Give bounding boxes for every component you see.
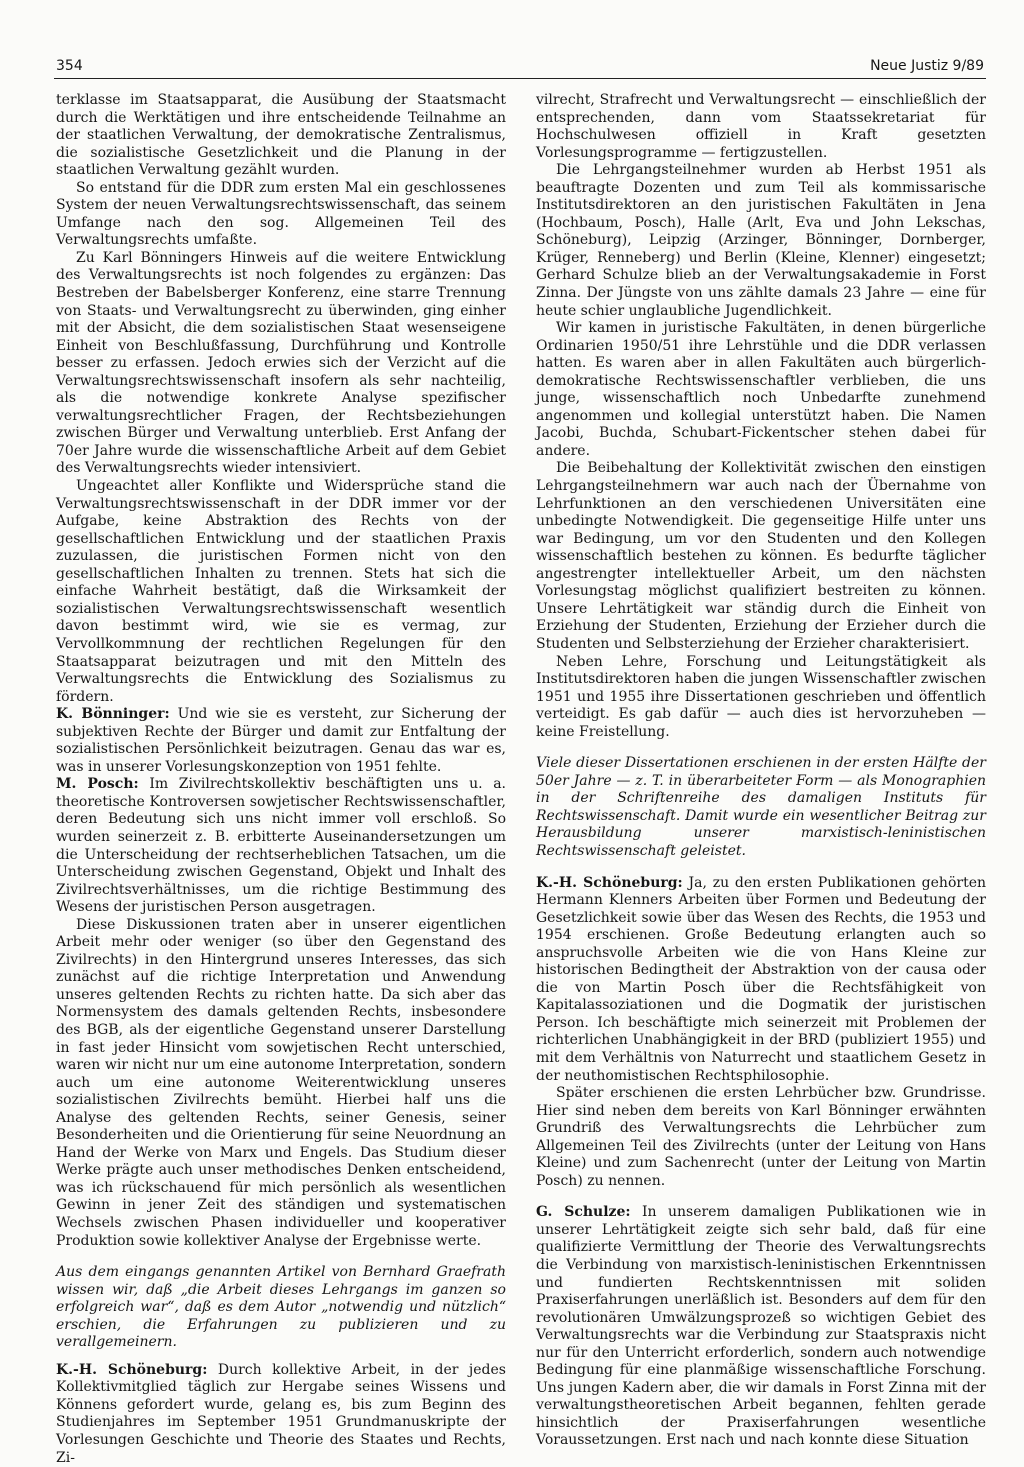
speaker-paragraph	[536, 1204, 986, 1450]
paragraph: Neben Lehre, Forschung und Leitungstätigkeit als Institutsdirektoren haben die jungen Wissenschaftler zwischen 1951 und 1955 ihre Dissertationen geschrieben und öffentlich verteidigt. Es gab dafür — auch dies ist hervorzuheben — keine Freistellung.	[536, 653, 986, 740]
page-header	[54, 52, 986, 79]
speaker-paragraph	[56, 776, 506, 916]
paragraph: Wir kamen in juristische Fakultäten, in denen bürgerliche Ordinarien 1950/51 ihre Lehrstühle und die DDR verlassen hatten. Es waren aber in allen Fakultäten auch bürgerlich-demokratische Rechtswissenschaftler verblieben, die uns junge, wissenschaftlich noch Unbedarfte zunehmend angenommen und kollegial unterstützt haben. Die Namen Jacobi, Buchda, Schubart-Fickentscher stehen dabei für andere.	[536, 320, 986, 459]
editorial-question: Viele dieser Dissertationen erschienen in der ersten Hälfte der 50er Jahre — z. T. in überarbeiteter Form — als Monographien in der Schriftenreihe des damaligen Instituts für Rechtswissenschaft. Damit wurde ein wesentlicher Beitrag zur Herausbildung unserer marxistisch-leninistischen Rechtswissenschaft geleistet.	[536, 755, 986, 859]
speaker-text: Ja, zu den ersten Publikationen gehörten Hermann Klenners Arbeiten über Formen und Bedeutung der Gesetzlichkeit sowie über das Wesen des Rechts, die 1953 und 1954 erschienen. Große Bedeutung erlangten auch so anspruchsvolle Arbeiten wie die von Hans Kleine zur historischen Bedingtheit der Abstraktion von der causa oder die von Martin Posch über die Rechtsfähigkeit von Kapitalassoziationen und die Dogmatik der juristischen Person. Ich beschäftigte mich seinerzeit mit Problemen der richterlichen Unabhängigkeit in der BRD (publiziert 1955) und mit dem Verhältnis von Naturrecht und staatlichem Gesetz in der neuthomistischen Rechtsphilosophie.	[536, 874, 986, 1084]
paragraph: Diese Diskussionen traten aber in unserer eigentlichen Arbeit mehr oder weniger (so über den Gegenstand des Zivilrechts) in den Hintergrund unseres Interesses, das sich zunächst auf die richtige Interpretation und Anwendung unseres geltenden Rechts zu richten hatte. Da sich aber das Normensystem des damals geltenden Rechts, insbesondere des BGB, als der eigentliche Gegenstand unserer Darstellung in fast jeder Hinsicht vom sowjetischen Recht unterschied, waren wir nicht nur um eine autonome Interpretation, sondern auch um eine autonome Weiterentwicklung unseres sozialistischen Zivilrechts bemüht. Hierbei half uns die Analyse des geltenden Rechts, seiner Genesis, seiner Besonderheiten und die Orientierung für seine Neuordnung an Hand der Werke von Marx und Engels. Das Studium dieser Werke prägte auch unser methodisches Denken entscheidend, was ich rückschauend für mich persönlich als wesentlichen Gewinn in jener Zeit des ständigen und systematischen Wechsels zwischen Phasen individueller und kooperativer Produktion sowie kollektiver Analyse der Ergebnisse werte.	[56, 916, 506, 1249]
paragraph: So entstand für die DDR zum ersten Mal ein geschlossenes System der neuen Verwaltungsrechtswissenschaft, das seinem Umfange nach den sog. Allgemeinen Teil des Verwaltungsrechts umfaßte.	[56, 179, 506, 249]
speaker-name: K.-H. Schöneburg:	[56, 1361, 208, 1378]
speaker-name: G. Schulze:	[536, 1204, 631, 1221]
speaker-text: Im Zivilrechtskollektiv beschäftigten uns u. a. theoretische Kontroversen sowjetischer Rechtswissenschaftler, deren Bedeutung sich uns nicht immer voll erschloß. So wurden seinerzeit z. B. erbitterte Auseinandersetzungen um die Unterscheidung der rechtserheblichen Tatsachen, um die Unterscheidung zwischen Gegenstand, Objekt und Inhalt des Zivilrechtsverhältnisses, um die richtige Bestimmung des Wesens der juristischen Person ausgetragen.	[56, 776, 506, 916]
text-columns	[56, 92, 986, 1466]
speaker-text: Und wie sie es versteht, zur Sicherung der subjektiven Rechte der Bürger und damit zur Entfaltung der sozialistischen Persönlichkeit beizutragen. Genau das war es, was in unserer Vorlesungskonzeption von 1951 fehlte.	[56, 706, 506, 775]
editorial-question: Aus dem eingangs genannten Artikel von Bernhard Graefrath wissen wir, daß „die Arbeit dieses Lehrgangs im ganzen so erfolgreich war“, daß es dem Autor „notwendig und nützlich“ erschien, die Erfahrungen zu publizieren und zu verallgemeinern.	[56, 1264, 506, 1351]
paragraph: Später erschienen die ersten Lehrbücher bzw. Grundrisse. Hier sind neben dem bereits von Karl Bönninger erwähnten Grundriß des Verwaltungsrechts die Lehrbücher zum Allgemeinen Teil des Zivilrechts (unter der Leitung von Hans Kleine) und zum Sachenrecht (unter der Leitung von Martin Posch) zu nennen.	[536, 1085, 986, 1189]
speaker-text: In unserem damaligen Publikationen wie in unserer Lehrtätigkeit zeigte sich sehr bald, daß für eine qualifizierte Vermittlung der Theorie des Verwaltungsrechts die Verbindung von marxistisch-leninistischen Erkenntnissen und fundierten Rechtskenntnissen mit soliden Praxiserfahrungen unerläßlich ist. Besonders auf dem für den revolutionären Umwälzungsprozeß so wichtigen Gebiet des Verwaltungsrechts war die Verbindung zur Staatspraxis nicht nur für den Unterricht erforderlich, sondern auch notwendige Bedingung für eine planmäßige wissenschaftliche Forschung. Uns jungen Kadern aber, die wir damals in Forst Zinna mit der verwaltungstheoretischen Arbeit begannen, fehlten gerade hinsichtlich der Praxiserfahrungen wesentliche Voraussetzungen. Erst nach und nach konnte diese Situation	[536, 1204, 986, 1449]
right-column	[536, 92, 986, 1449]
paragraph: Zu Karl Bönningers Hinweis auf die weitere Entwicklung des Verwaltungsrechts ist noch folgendes zu ergänzen: Das Bestreben der Babelsberger Konferenz, eine starre Trennung von Staats- und Verwaltungsrecht zu überwinden, ging einher mit der Absicht, die dem sozialistischen Staat wesenseigene Einheit von Beschlußfassung, Durchführung und Kontrolle besser zu erfassen. Jedoch erwies sich der Verzicht auf die Verwaltungsrechtswissenschaft insofern als sehr nachteilig, als die notwendige konkrete Analyse spezifischer verwaltungsrechtlicher Fragen, der Rechtsbeziehungen zwischen Bürger und Verwaltung unterblieb. Erst Anfang der 70er Jahre wurde die wissenschaftliche Arbeit auf dem Gebiet des Verwaltungsrechts wieder intensiviert.	[56, 249, 506, 477]
speaker-name: M. Posch:	[56, 776, 139, 793]
paragraph: vilrecht, Strafrecht und Verwaltungsrecht — einschließlich der entsprechenden, dann vom Staatssekretariat für Hochschulwesen offiziell in Kraft gesetzten Vorlesungsprogramme — fertigzustellen.	[536, 92, 986, 161]
speaker-paragraph	[56, 1362, 506, 1467]
speaker-name: K.-H. Schöneburg:	[536, 874, 683, 891]
paragraph: Die Lehrgangsteilnehmer wurden ab Herbst 1951 als beauftragte Dozenten und zum Teil als kommissarische Institutsdirektoren an den juristischen Fakultäten in Jena (Hochbaum, Posch), Halle (Arlt, Eva und John Lekschas, Schöneburg), Leipzig (Arzinger, Bönninger, Dornberger, Krüger, Renneberg) und Berlin (Kleine, Klenner) eingesetzt; Gerhard Schulze blieb an der Verwaltungsakademie in Forst Zinna. Der Jüngste von uns zählte damals 23 Jahre — eine für heute schier unglaubliche Jugendlichkeit.	[536, 162, 986, 319]
paragraph: terklasse im Staatsapparat, die Ausübung der Staatsmacht durch die Werktätigen und ihre entscheidende Teilnahme an der staatlichen Verwaltung, der demokratische Zentralismus, die sozialistische Gesetzlichkeit und die Planung in der staatlichen Verwaltung gezählt wurden.	[56, 92, 506, 179]
speaker-name: K. Bönninger:	[56, 706, 170, 723]
paragraph: Die Beibehaltung der Kollektivität zwischen den einstigen Lehrgangsteilnehmern war auch nach der Übernahme von Lehrfunktionen an den verschiedenen Universitäten eine unbedingte Notwendigkeit. Die gegenseitige Hilfe unter uns war Bedingung, um vor den Studenten und den Kollegen wissenschaftlich bestehen zu können. Es bedurfte täglicher angestrengter intellektueller Arbeit, um den nächsten Vorlesungstag möglichst qualifiziert bestreiten zu können. Unsere Lehrtätigkeit war ständig durch die Einheit von Erziehung der Studenten, Erziehung der Erzieher durch die Studenten und Selbsterziehung der Erzieher charakterisiert.	[536, 460, 986, 652]
left-column	[56, 92, 506, 1466]
journal-issue: Neue Justiz 9/89	[870, 58, 984, 74]
speaker-paragraph	[536, 875, 986, 1086]
speaker-paragraph	[56, 706, 506, 776]
page-number: 354	[56, 58, 83, 74]
paragraph: Ungeachtet aller Konflikte und Widersprüche stand die Verwaltungsrechtswissenschaft in der DDR immer vor der Aufgabe, keine Abstraktion des Rechts von der gesellschaftlichen Entwicklung und der staatlichen Praxis zuzulassen, die juristischen Formen nicht von den gesellschaftlichen Inhalten zu trennen. Stets hat sich die einfache Wahrheit bestätigt, daß die Wirksamkeit der sozialistischen Verwaltungsrechtswissenschaft wesentlich davon bestimmt wird, wie sie es vermag, zur Vervollkommnung der rechtlichen Regelungen für den Staatsapparat beizutragen und mit den Mitteln des Verwaltungsrechts die Entwicklung des Sozialismus zu fördern.	[56, 478, 506, 705]
speaker-text: Durch kollektive Arbeit, in der jedes Kollektivmitglied täglich zur Hergabe seines Wissens und Könnens gefordert wurde, gelang es, bis zum Beginn des Studienjahres im September 1951 Grundmanuskripte der Vorlesungen Geschichte und Theorie des Staates und Rechts, Zi-	[56, 1361, 506, 1466]
